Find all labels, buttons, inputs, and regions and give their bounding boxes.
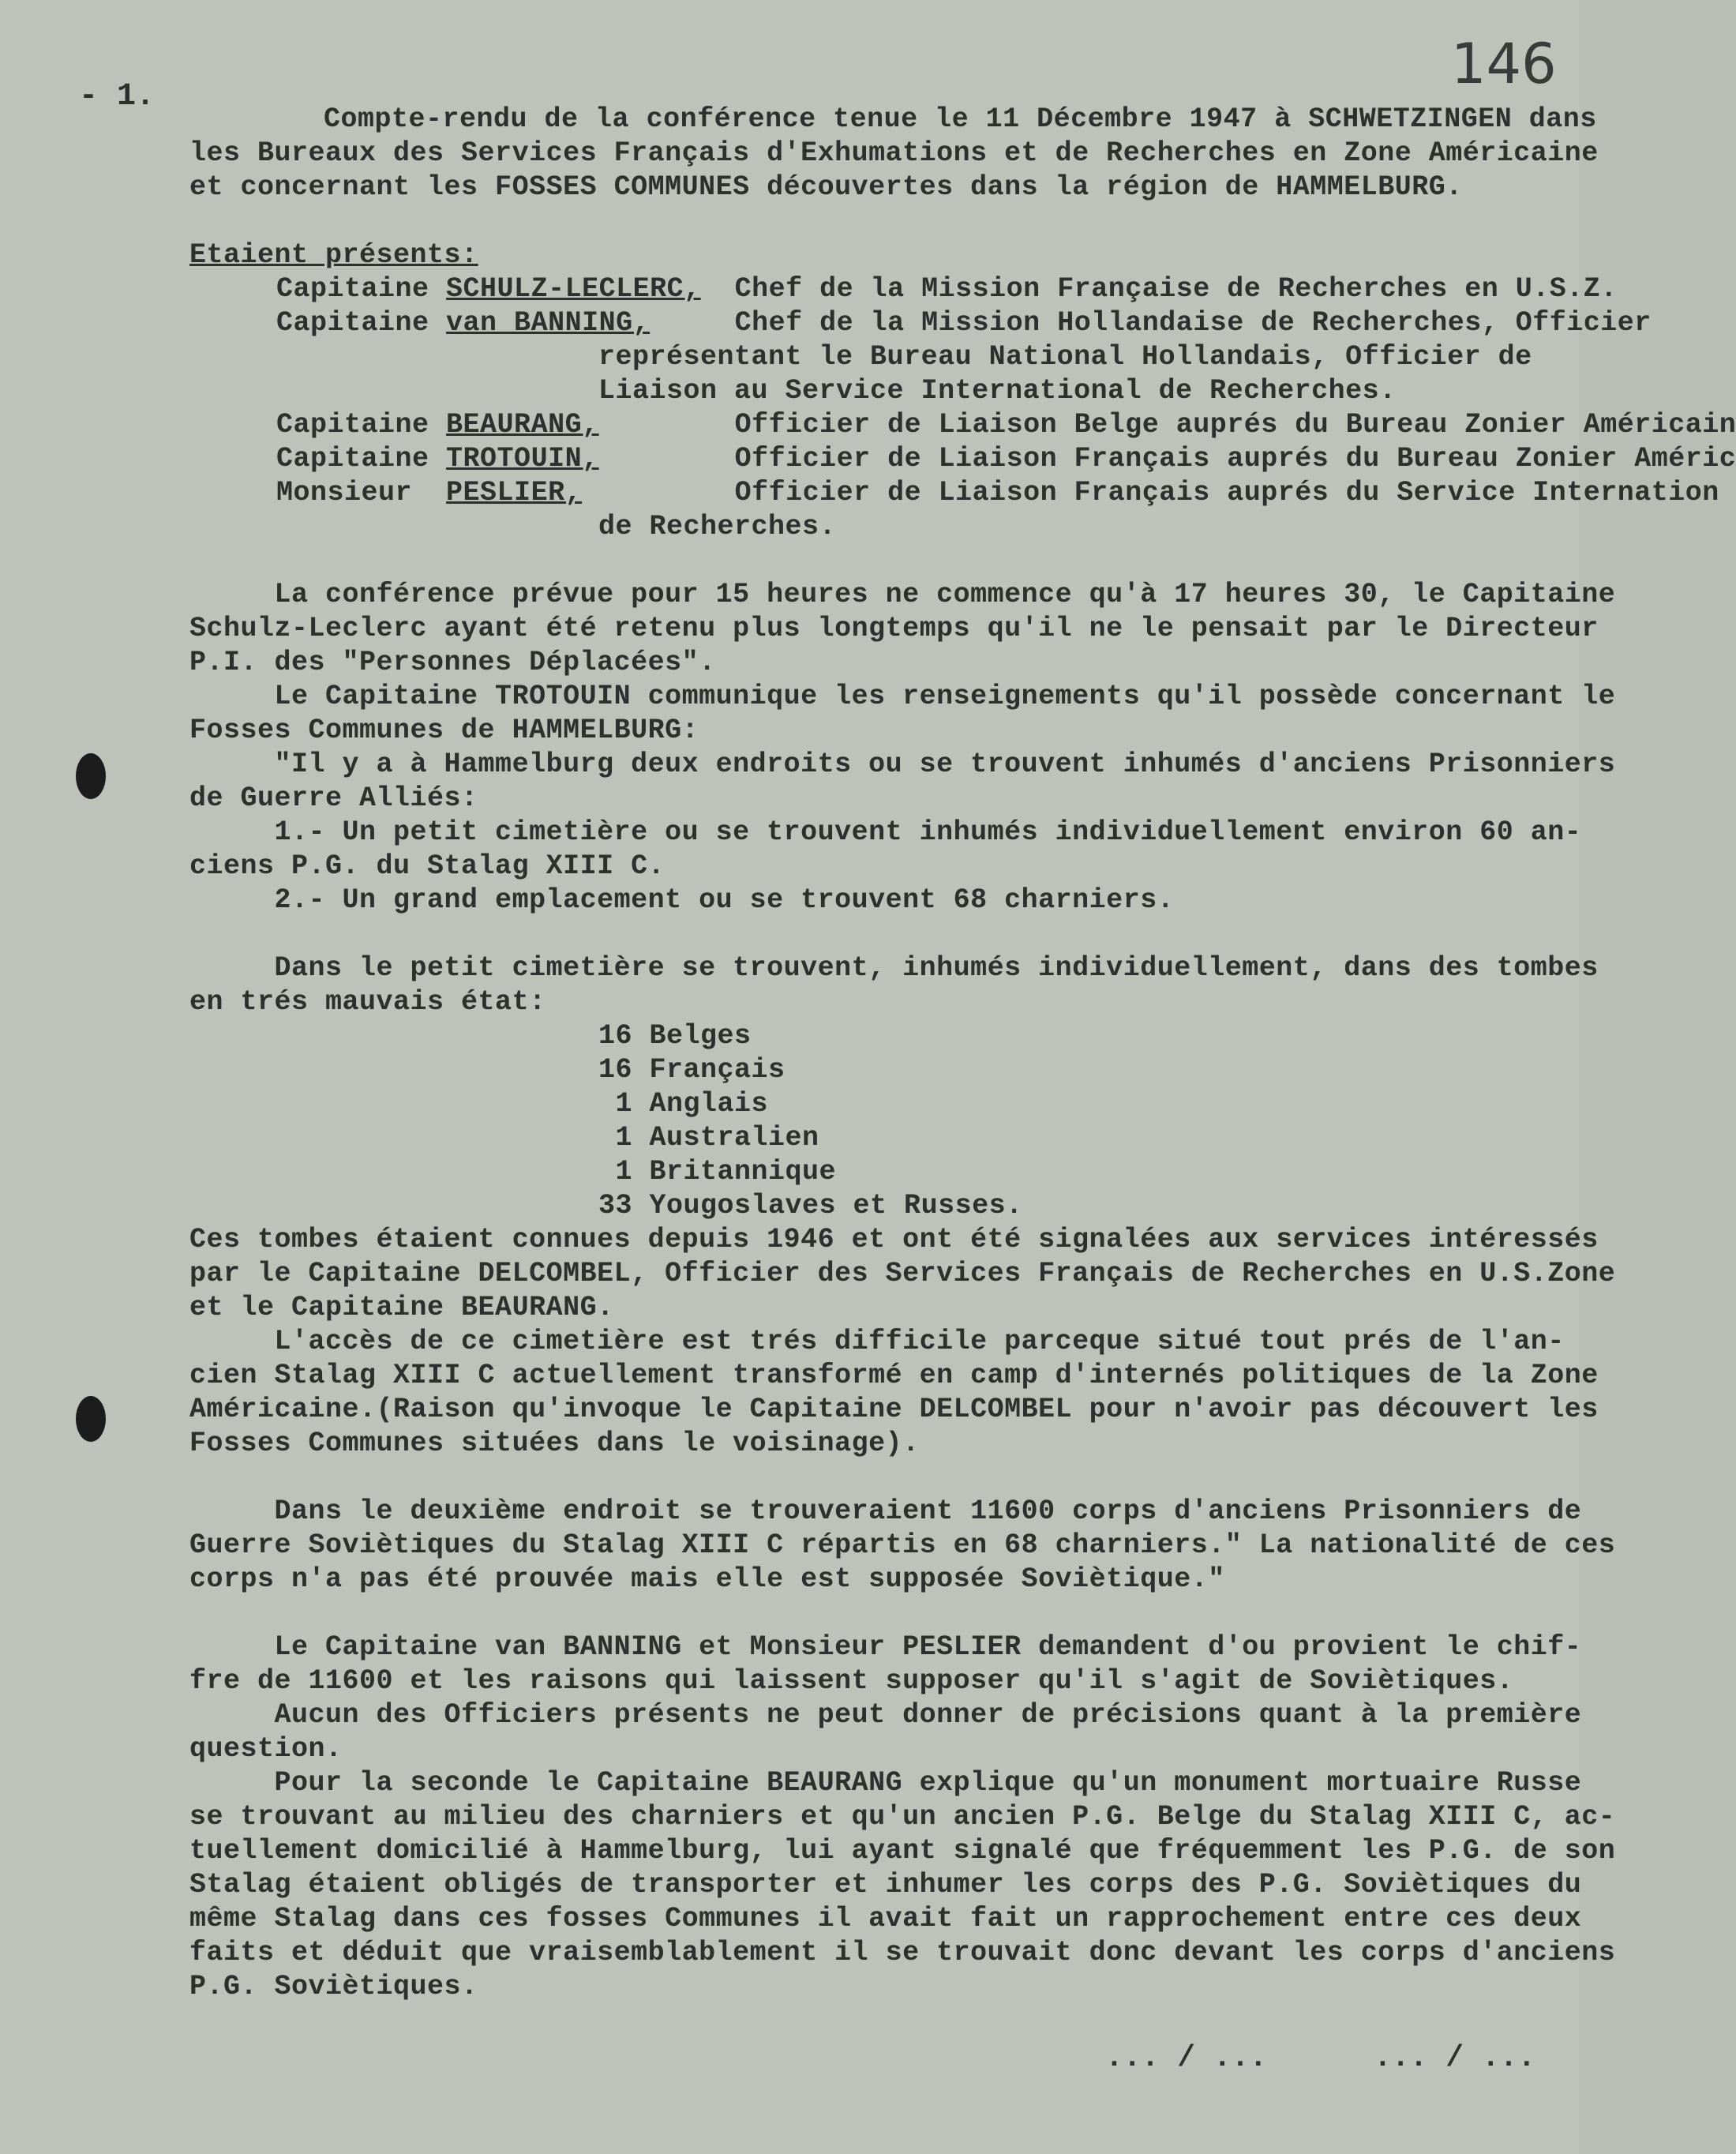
- attendee-gap: [582, 477, 735, 508]
- paragraph-line: P.G. Soviètiques.: [189, 1971, 478, 2002]
- attendee-line: [189, 272, 1618, 306]
- paragraph-line: se trouvant au milieu des charniers et qu'un ancien P.G. Belge du Stalag XIII C, ac-: [189, 1801, 1616, 1833]
- attendee-description: Officier de Liaison Français auprés du Service Internation: [734, 477, 1719, 508]
- paragraph-line: "Il y a à Hammelburg deux endroits ou se trouvent inhumés d'anciens Prisonniers: [189, 749, 1616, 780]
- paragraph-line: faits et déduit que vraisemblablement il se trouvait donc devant les corps d'anciens: [189, 1937, 1616, 1968]
- nationality-item: 1 Anglais: [598, 1088, 769, 1120]
- attendee-line: Liaison au Service International de Recherches.: [598, 375, 1397, 407]
- attendee-line: représentant le Bureau National Hollandais, Officier de: [598, 341, 1532, 373]
- paragraph-line: L'accès de ce cimetière est trés difficile parceque situé tout prés de l'an-: [189, 1326, 1565, 1357]
- paragraph-line: par le Capitaine DELCOMBEL, Officier des Services Français de Recherches en U.S.Zone: [189, 1258, 1616, 1289]
- spacer: [189, 1461, 1555, 1495]
- attendee-gap: [599, 443, 735, 475]
- attendee-description: Chef de la Mission Hollandaise de Recherches, Officier: [734, 307, 1652, 339]
- nationality-item: 1 Australien: [598, 1122, 819, 1154]
- attendee-name: van BANNING,: [446, 307, 651, 339]
- attendee-gap: [650, 307, 735, 339]
- paragraph-line: Schulz-Leclerc ayant été retenu plus longtemps qu'il ne le pensait par le Directeur: [189, 613, 1599, 644]
- nationality-item: 33 Yougoslaves et Russes.: [598, 1190, 1023, 1221]
- paragraph-line: Stalag étaient obligés de transporter et inhumer les corps des P.G. Soviètiques du: [189, 1869, 1582, 1901]
- nationality-item: 16 Belges: [598, 1020, 752, 1052]
- paragraph-line: question.: [189, 1733, 343, 1765]
- paragraph-line: Dans le petit cimetière se trouvent, inhumés individuellement, dans des tombes: [189, 952, 1599, 984]
- paragraph-line: Fosses Communes de HAMMELBURG:: [189, 715, 699, 746]
- paragraph-line: 2.- Un grand emplacement ou se trouvent 68 charniers.: [189, 884, 1175, 916]
- present-label: Etaient présents:: [189, 239, 478, 271]
- paragraph-line: 1.- Un petit cimetière ou se trouvent inhumés individuellement environ 60 an-: [189, 816, 1582, 848]
- punch-hole-top: [76, 753, 106, 799]
- paragraph-line: La conférence prévue pour 15 heures ne commence qu'à 17 heures 30, le Capitaine: [189, 579, 1616, 610]
- punch-hole-bottom: [76, 1396, 106, 1442]
- spacer: [189, 1597, 1555, 1631]
- attendee-line: [189, 306, 1652, 340]
- attendee-line: [189, 442, 1736, 476]
- attendee-line: [189, 408, 1736, 442]
- attendee-title: Capitaine: [276, 273, 447, 305]
- paragraph-line: Aucun des Officiers présents ne peut donner de précisions quant à la première: [189, 1699, 1582, 1731]
- paragraph-line: cien Stalag XIII C actuellement transformé en camp d'internés politiques de la Zone: [189, 1360, 1599, 1391]
- paragraph-line: Guerre Soviètiques du Stalag XIII C répartis en 68 charniers." La nationalité de ces: [189, 1529, 1616, 1561]
- paragraph-line: Le Capitaine TROTOUIN communique les renseignements qu'il possède concernant le: [189, 681, 1616, 712]
- paragraph-line: corps n'a pas été prouvée mais elle est supposée Soviètique.": [189, 1563, 1225, 1595]
- footer-continuation-left: ... / ...: [1105, 2041, 1268, 2075]
- paragraph-line: ciens P.G. du Stalag XIII C.: [189, 850, 666, 882]
- heading-line: et concernant les FOSSES COMMUNES découvertes dans la région de HAMMELBURG.: [189, 171, 1463, 203]
- nationality-item: 16 Français: [598, 1054, 786, 1086]
- attendee-name: SCHULZ-LECLERC,: [446, 273, 701, 305]
- paragraph-line: même Stalag dans ces fosses Communes il avait fait un rapprochement entre ces deux: [189, 1903, 1582, 1934]
- heading-line: Compte-rendu de la conférence tenue le 11 Décembre 1947 à SCHWETZINGEN dans: [324, 103, 1597, 135]
- corner-mark: - 1.: [79, 79, 156, 114]
- paragraph-line: Pour la seconde le Capitaine BEAURANG explique qu'un monument mortuaire Russe: [189, 1767, 1582, 1799]
- document-body: [189, 103, 1736, 2004]
- paragraph-line: Américaine.(Raison qu'invoque le Capitaine DELCOMBEL pour n'avoir pas découvert les: [189, 1394, 1599, 1425]
- nationality-item: 1 Britannique: [598, 1156, 837, 1188]
- spacer: [189, 205, 1555, 238]
- page-number: 146: [1451, 32, 1557, 96]
- paragraph-line: tuellement domicilié à Hammelburg, lui ayant signalé que fréquemment les P.G. de son: [189, 1835, 1616, 1867]
- paragraph-line: Le Capitaine van BANNING et Monsieur PESLIER demandent d'ou provient le chif-: [189, 1631, 1582, 1663]
- paragraph-line: Dans le deuxième endroit se trouveraient 11600 corps d'anciens Prisonniers de: [189, 1495, 1582, 1527]
- attendee-description: Officier de Liaison Belge auprés du Bureau Zonier Américain: [734, 409, 1736, 441]
- attendee-name: PESLIER,: [446, 477, 583, 508]
- attendee-name: TROTOUIN,: [446, 443, 599, 475]
- attendee-line: de Recherches.: [598, 511, 837, 542]
- attendee-title: Capitaine: [276, 443, 447, 475]
- footer-continuation-right: ... / ...: [1374, 2041, 1536, 2075]
- paragraph-line: Ces tombes étaient connues depuis 1946 et ont été signalées aux services intéressés: [189, 1224, 1599, 1255]
- attendee-gap: [599, 409, 735, 441]
- attendee-line: [189, 476, 1719, 510]
- heading-line: les Bureaux des Services Français d'Exhumations et de Recherches en Zone Américaine: [189, 137, 1599, 169]
- attendee-description: Chef de la Mission Française de Recherches en U.S.Z.: [734, 273, 1618, 305]
- attendee-title: Capitaine: [276, 409, 447, 441]
- paragraph-line: en trés mauvais état:: [189, 986, 546, 1018]
- attendee-name: BEAURANG,: [446, 409, 599, 441]
- spacer: [189, 918, 1555, 951]
- attendee-gap: [701, 273, 735, 305]
- paragraph-line: Fosses Communes situées dans le voisinage).: [189, 1428, 920, 1459]
- paragraph-line: P.I. des "Personnes Déplacées".: [189, 647, 716, 678]
- spacer: [189, 544, 1555, 578]
- attendee-title: Capitaine: [276, 307, 447, 339]
- paragraph-line: de Guerre Alliés:: [189, 782, 478, 814]
- paragraph-line: et le Capitaine BEAURANG.: [189, 1292, 614, 1323]
- attendee-title: Monsieur: [276, 477, 447, 508]
- paragraph-line: fre de 11600 et les raisons qui laissent supposer qu'il s'agit de Soviètiques.: [189, 1665, 1514, 1697]
- attendee-description: Officier de Liaison Français auprés du Bureau Zonier Améric: [734, 443, 1736, 475]
